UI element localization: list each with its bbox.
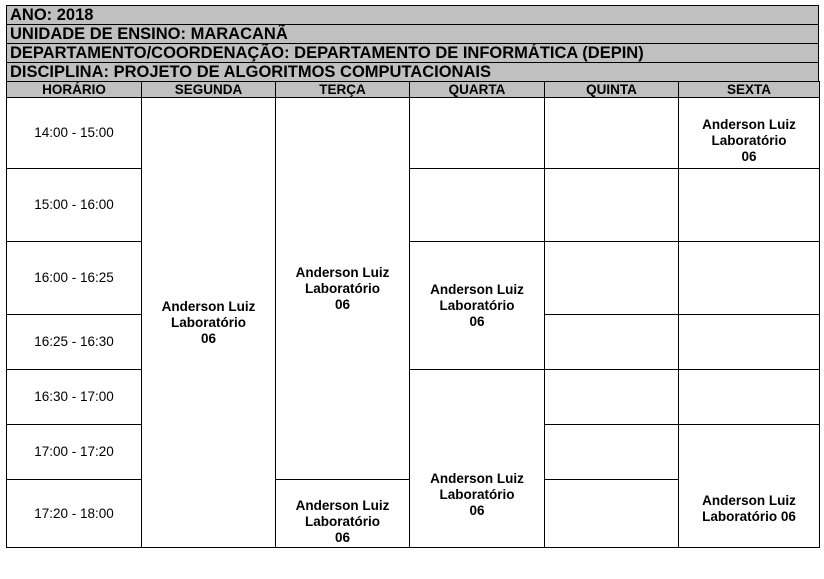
teacher-name: Anderson Luiz: [295, 264, 390, 280]
room-number: 06: [200, 330, 217, 346]
empty-cell: [545, 370, 679, 425]
table-row: [7, 169, 820, 242]
room-name: Laboratório: [170, 314, 246, 330]
empty-cell: [679, 242, 820, 315]
room-name-number: Laboratório 06: [702, 509, 796, 524]
time-cell: 14:00 - 15:00: [7, 98, 142, 169]
room-number: 06: [469, 503, 485, 518]
empty-cell: [410, 169, 545, 242]
class-cell-quarta-1: [410, 242, 545, 370]
class-cell-terca-1: [276, 98, 410, 480]
empty-cell: [545, 315, 679, 370]
table-header-row: [7, 82, 820, 98]
room-name: Laboratório: [304, 280, 380, 296]
empty-cell: [679, 370, 820, 425]
class-cell-quarta-2: [410, 370, 545, 548]
year-header: ANO: 2018: [6, 5, 819, 24]
teacher-name: Anderson Luiz: [702, 117, 796, 132]
room-number: 06: [469, 313, 485, 329]
teacher-name: Anderson Luiz: [161, 298, 256, 314]
room-name: Laboratório: [439, 297, 515, 313]
table-row: [7, 370, 820, 425]
time-cell: 16:25 - 16:30: [7, 315, 142, 370]
class-cell-sexta-1: [679, 98, 820, 169]
room-name: Laboratório: [304, 514, 380, 529]
time-cell: 16:30 - 17:00: [7, 370, 142, 425]
teacher-name: Anderson Luiz: [295, 498, 390, 513]
time-cell: 16:00 - 16:25: [7, 242, 142, 315]
teacher-name: Anderson Luiz: [702, 493, 796, 508]
empty-cell: [545, 425, 679, 480]
col-header-terca: TERÇA: [276, 82, 410, 98]
empty-cell: [410, 98, 545, 169]
room-number: 06: [334, 530, 351, 545]
empty-cell: [545, 480, 679, 548]
col-header-sexta: SEXTA: [679, 82, 820, 98]
schedule-table: [6, 81, 820, 548]
room-name: Laboratório: [439, 487, 515, 502]
time-cell: 17:00 - 17:20: [7, 425, 142, 480]
discipline-header: DISCIPLINA: PROJETO DE ALGORITMOS COMPUTACIONAIS: [6, 62, 819, 81]
table-row: [7, 242, 820, 315]
table-row: [7, 98, 820, 169]
room-name: Laboratório: [711, 133, 787, 148]
time-cell: 15:00 - 16:00: [7, 169, 142, 242]
class-cell-segunda: [142, 98, 276, 548]
empty-cell: [545, 98, 679, 169]
room-number: 06: [334, 296, 351, 312]
empty-cell: [545, 169, 679, 242]
empty-cell: [679, 315, 820, 370]
col-header-horario: HORÁRIO: [7, 82, 142, 98]
room-number: 06: [741, 149, 757, 164]
class-cell-sexta-2: [679, 425, 820, 548]
empty-cell: [679, 169, 820, 242]
unit-header: UNIDADE DE ENSINO: MARACANÃ: [6, 24, 819, 43]
class-cell-terca-2: [276, 480, 410, 548]
col-header-quarta: QUARTA: [410, 82, 545, 98]
teacher-name: Anderson Luiz: [430, 471, 524, 486]
col-header-quinta: QUINTA: [545, 82, 679, 98]
time-cell: 17:20 - 18:00: [7, 480, 142, 548]
col-header-segunda: SEGUNDA: [142, 82, 276, 98]
schedule-document: [6, 5, 819, 548]
teacher-name: Anderson Luiz: [430, 281, 524, 297]
empty-cell: [545, 242, 679, 315]
department-header: DEPARTAMENTO/COORDENAÇÃO: DEPARTAMENTO DE INFORMÁTICA (DEPIN): [6, 43, 819, 62]
